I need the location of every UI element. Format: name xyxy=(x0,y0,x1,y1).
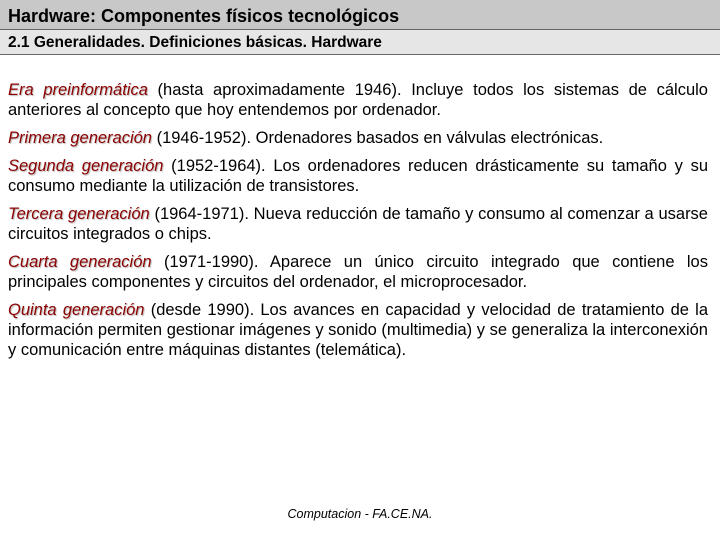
term-label: Tercera generación xyxy=(8,205,150,223)
paragraph-text: (hasta aproximadamente 1946). Incluye todos los sistemas de cálculo anteriores al concepto que hoy entendemos por ordenador. xyxy=(8,81,708,119)
paragraph-quinta-generacion xyxy=(8,300,708,360)
term-label: Quinta generación xyxy=(8,301,145,319)
term-label: Primera generación xyxy=(8,129,152,147)
footer-text: Computacion - FA.CE.NA. xyxy=(287,507,433,521)
divider-top xyxy=(0,29,720,30)
paragraph-text: (1964-1971). Nueva reducción de tamaño y consumo al comenzar a usarse circuitos integrados o chips. xyxy=(8,205,708,243)
paragraph-primera-generacion xyxy=(8,128,708,148)
slide-subtitle: 2.1 Generalidades. Definiciones básicas. Hardware xyxy=(8,34,382,51)
content-body xyxy=(8,80,708,368)
paragraph-segunda-generacion xyxy=(8,156,708,196)
paragraph-cuarta-generacion xyxy=(8,252,708,292)
paragraph-text: (1946-1952). Ordenadores basados en válvulas electrónicas. xyxy=(152,129,604,147)
divider-bottom xyxy=(0,54,720,55)
term-label: Cuarta generación xyxy=(8,253,152,271)
slide-title: Hardware: Componentes físicos tecnológicos xyxy=(8,6,400,26)
paragraph-tercera-generacion xyxy=(8,204,708,244)
paragraph-text: (desde 1990). Los avances en capacidad y velocidad de tratamiento de la información permiten gestionar imágenes y sonido (multimedia) y se generaliza la interconexión y comunicación entre máquinas distantes (telemática). xyxy=(8,301,708,359)
term-label: Era preinformática xyxy=(8,81,148,99)
paragraph-text: (1971-1990). Aparece un único circuito integrado que contiene los principales componentes y circuitos del ordenador, el microprocesador. xyxy=(8,253,708,291)
paragraph-era-preinformatica xyxy=(8,80,708,120)
paragraph-text: (1952-1964). Los ordenadores reducen drásticamente su tamaño y su consumo mediante la utilización de transistores. xyxy=(8,157,709,195)
term-label: Segunda generación xyxy=(8,157,164,175)
